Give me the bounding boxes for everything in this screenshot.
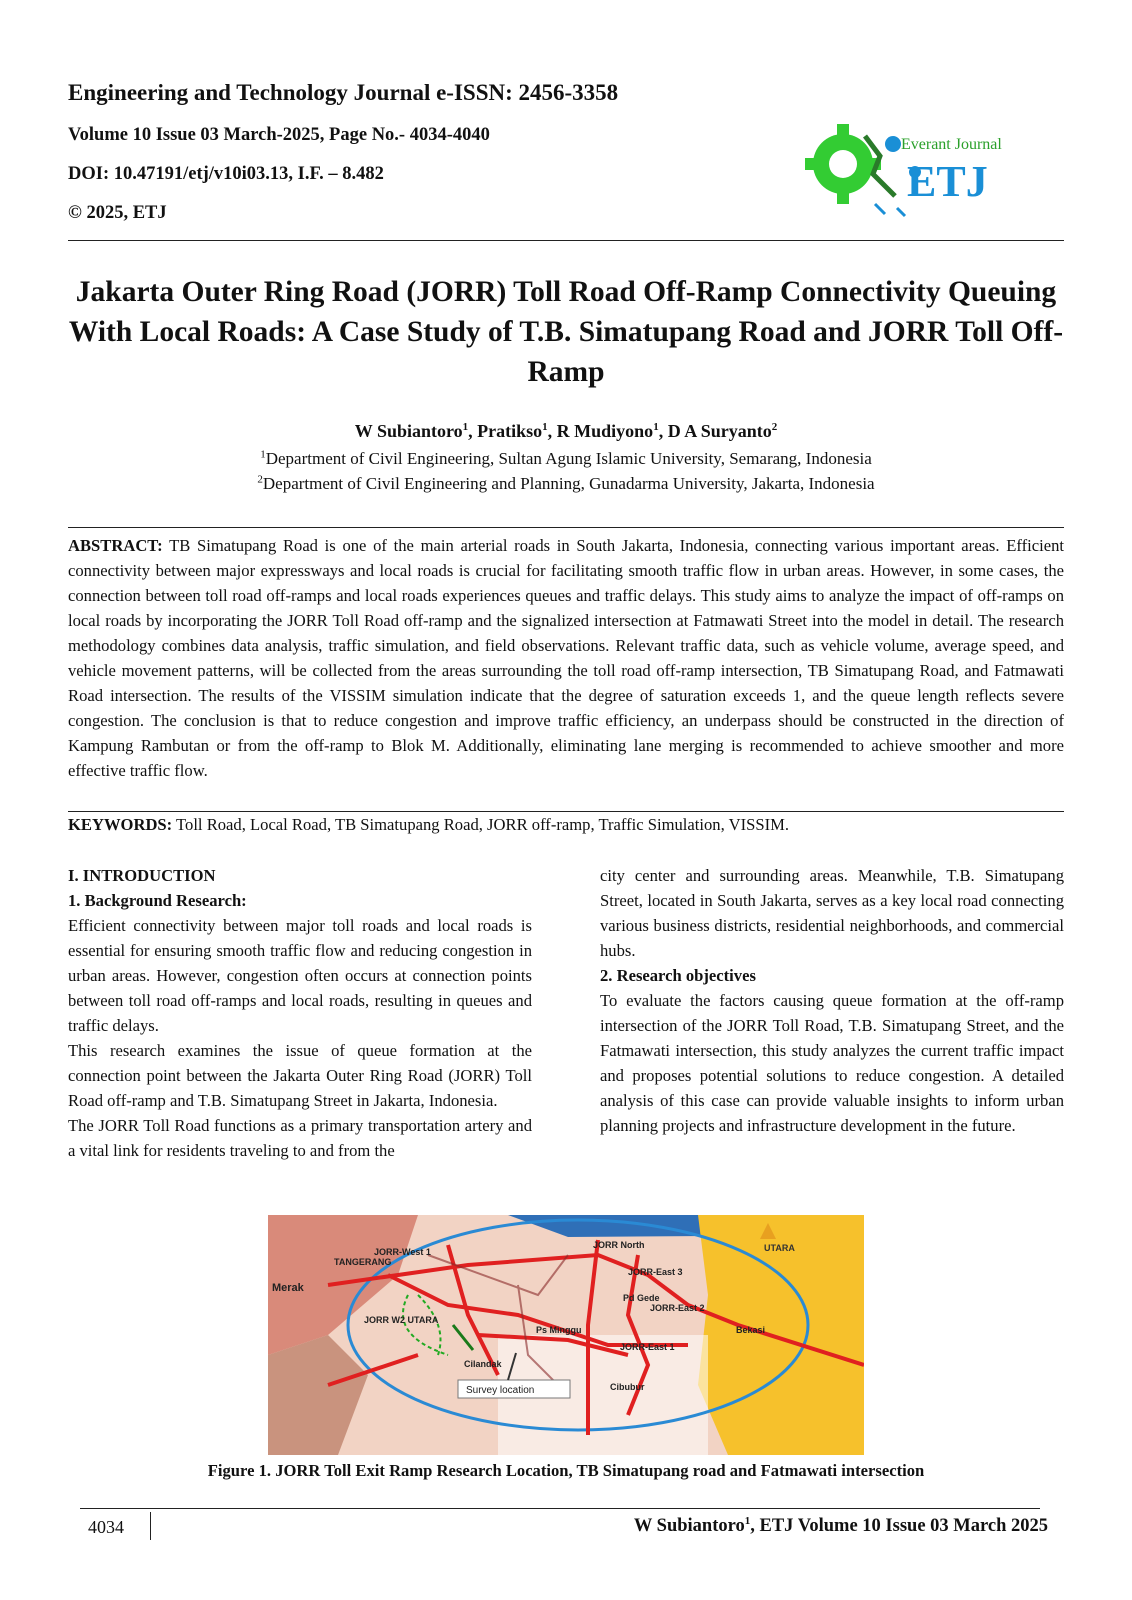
svg-text:JORR-West 1: JORR-West 1 xyxy=(374,1247,431,1257)
svg-text:JORR-East 1: JORR-East 1 xyxy=(620,1342,675,1352)
svg-text:Merak: Merak xyxy=(272,1282,304,1294)
svg-text:TANGERANG: TANGERANG xyxy=(334,1257,392,1267)
abstract-top-rule xyxy=(68,527,1064,528)
svg-text:JORR-East 2: JORR-East 2 xyxy=(650,1303,705,1313)
section-heading-introduction: I. INTRODUCTION xyxy=(68,866,216,885)
subsection-heading-background: 1. Background Research: xyxy=(68,891,247,910)
svg-text:Cibubur: Cibubur xyxy=(610,1382,645,1392)
page-number: 4034 xyxy=(88,1517,124,1537)
footer-rule xyxy=(80,1508,1040,1509)
affiliation-1: $^1$Department of Civil Engineering, Sultan Agung Islamic University, Semarang, Indonesia xyxy=(260,448,872,468)
svg-text:UTARA: UTARA xyxy=(764,1243,795,1253)
abstract: ABSTRACT: TB Simatupang Road is one of the main arterial roads in South Jakarta, Indonesia, connecting various important areas. Efficient connectivity between major expressways and local roads is crucial for facilitating smooth traffic flow in urban areas. However, in some cases, the connection between toll road off-ramps and local roads experiences queues and traffic delays. This study aims to analyze the impact of off-ramps on local roads by incorporating the JORR Toll Road off-ramp and the signalized intersection at Fatmawati Street into the model in detail. The research methodology combines data analysis, traffic simulation, and field observations. Relevant traffic data, such as vehicle volume, average speed, and vehicle movement patterns, will be collected from the areas surrounding the toll road off-ramp intersection, TB Simatupang Road, and Fatmawati Road intersection. The results of the VISSIM simulation indicate that the degree of saturation exceeds 1, and the queue length reflects severe congestion. The conclusion is that to reduce congestion and improve traffic efficiency, an underpass should be constructed in the direction of Kampung Rambutan or from the off-ramp to Blok M. Additionally, eliminating lane merging is recommended to achieve smoother and more effective traffic flow. xyxy=(68,536,1064,780)
figure-caption: Figure 1. JORR Toll Exit Ramp Research Location, TB Simatupang road and Fatmawati intersection xyxy=(207,1461,925,1480)
svg-text:JORR-East 3: JORR-East 3 xyxy=(628,1267,683,1277)
figure-map xyxy=(268,1215,864,1455)
affiliation-2: $^2$Department of Civil Engineering and Planning, Gunadarma University, Jakarta, Indonesia xyxy=(257,473,875,493)
footer-separator xyxy=(150,1512,151,1540)
paragraph: To evaluate the factors causing queue formation at the off-ramp intersection of the JORR Toll Road, T.B. Simatupang Street, and the Fatmawati intersection, this study analyzes the current traffic impact and proposes potential solutions to reduce congestion. A detailed analysis of this case can provide valuable insights to inform urban planning projects and infrastructure development in the future. xyxy=(600,991,1064,1135)
paragraph: The JORR Toll Road functions as a primary transportation artery and a vital link for residents traveling to and from the xyxy=(68,1116,532,1160)
footer-citation: W Subiantoro$^1$, ETJ Volume 10 Issue 03 March 2025 xyxy=(633,1514,1048,1536)
doi-info: DOI: 10.47191/etj/v10i03.13, I.F. – 8.482 xyxy=(68,164,384,184)
svg-text:Everant Journal: Everant Journal xyxy=(901,136,1002,153)
svg-text:Survey location: Survey location xyxy=(466,1385,535,1396)
keywords-rule xyxy=(68,811,1064,812)
paragraph: Efficient connectivity between major toll roads and local roads is essential for ensuring smooth traffic flow and reducing congestion in urban areas. However, congestion often occurs at connection points between toll road off-ramps and local roads, resulting in queues and traffic delays. xyxy=(68,916,532,1035)
subsection-heading-objectives: 2. Research objectives xyxy=(600,966,756,985)
paragraph: This research examines the issue of queue formation at the connection point between the Jakarta Outer Ring Road (JORR) Toll Road off-ramp and T.B. Simatupang Street in Jakarta, Indonesia. xyxy=(68,1041,532,1110)
svg-text:JORR W2 UTARA: JORR W2 UTARA xyxy=(364,1315,439,1325)
svg-text:Ps Minggu: Ps Minggu xyxy=(536,1325,582,1335)
svg-text:Cilandak: Cilandak xyxy=(464,1359,502,1369)
keywords: KEYWORDS: Toll Road, Local Road, TB Simatupang Road, JORR off-ramp, Traffic Simulation, VISSIM. xyxy=(68,815,789,834)
journal-name: Engineering and Technology Journal e-ISSN: 2456-3358 xyxy=(68,80,619,105)
etj-logo xyxy=(805,116,1015,222)
authors: W Subiantoro$^1$, Pratikso$^1$, R Mudiyono$^1$, D A Suryanto$^2$ xyxy=(354,421,778,441)
svg-text:ETJ: ETJ xyxy=(907,157,988,206)
left-column xyxy=(68,863,532,1163)
volume-info: Volume 10 Issue 03 March-2025, Page No.- 4034-4040 xyxy=(68,125,490,145)
header-rule xyxy=(68,240,1064,241)
paragraph: city center and surrounding areas. Meanwhile, T.B. Simatupang Street, located in South Jakarta, serves as a key local road connecting various business districts, residential neighborhoods, and commercial hubs. xyxy=(600,866,1064,960)
svg-text:JORR North: JORR North xyxy=(593,1240,645,1250)
copyright: © 2025, ETJ xyxy=(68,203,167,223)
svg-text:Pd Gede: Pd Gede xyxy=(623,1293,660,1303)
right-column xyxy=(600,863,1064,1138)
paper-title: Jakarta Outer Ring Road (JORR) Toll Road Off-Ramp Connectivity Queuing With Local Roads: A Case Study of T.B. Simatupang Road and JORR Toll Off-Ramp xyxy=(68,276,1064,388)
svg-text:Bekasi: Bekasi xyxy=(736,1325,766,1335)
